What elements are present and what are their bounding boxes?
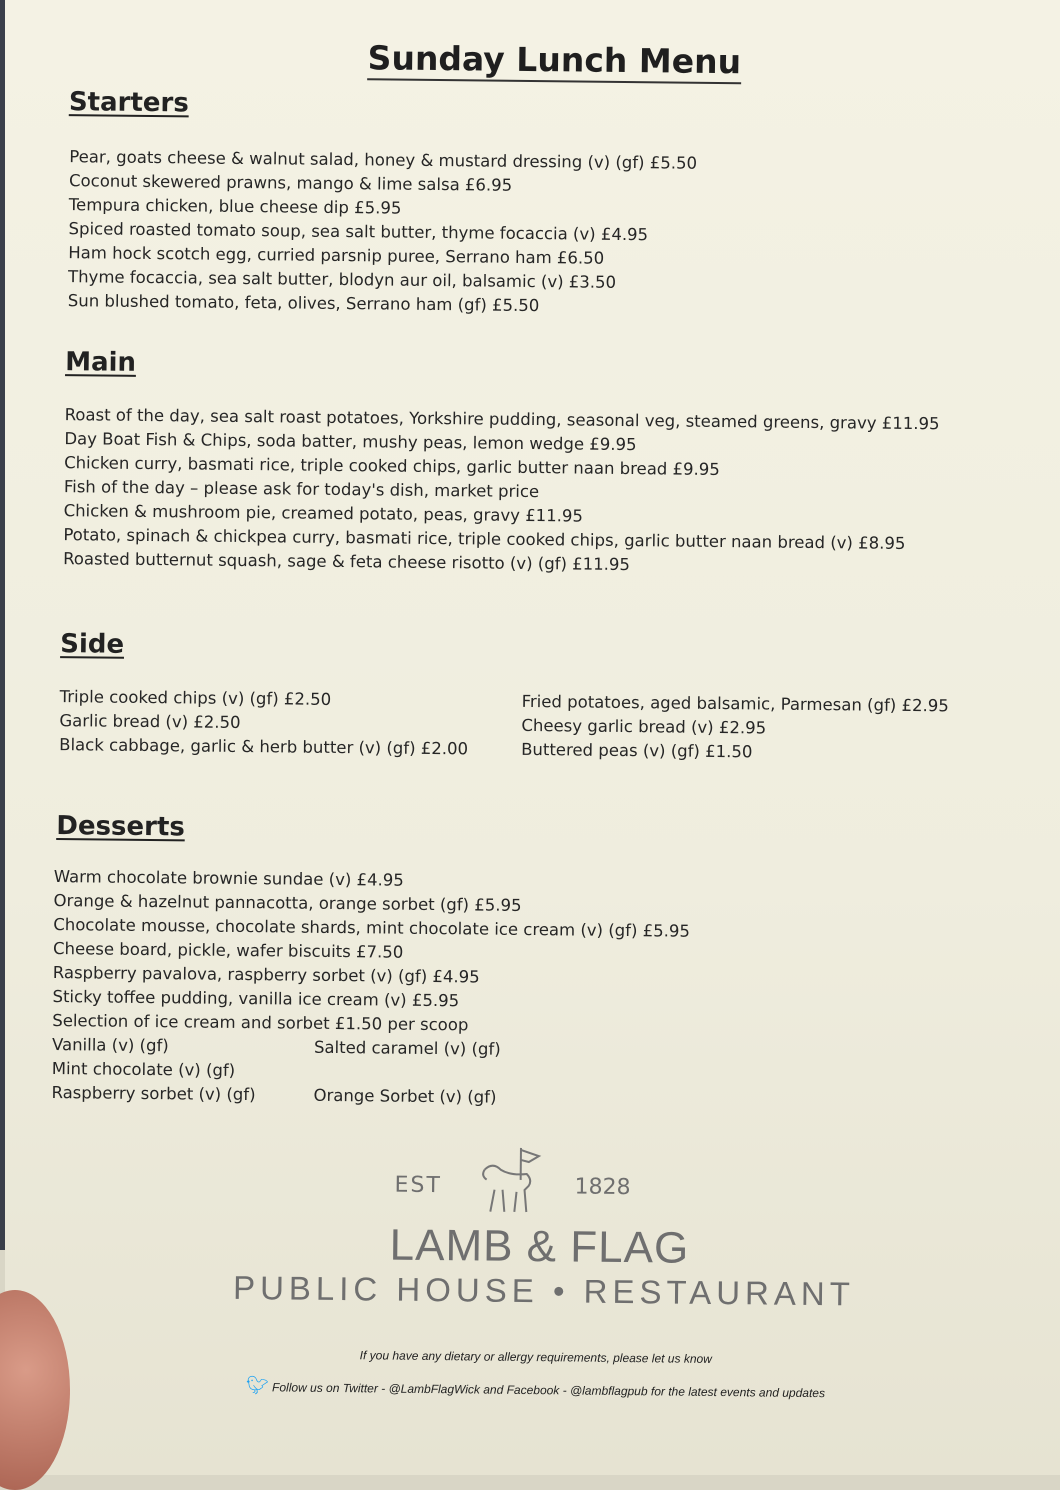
list-item: Roast of the day, sea salt roast potatoes, Yorkshire pudding, seasonal veg, steamed greens, gravy £11.95 [64, 405, 940, 434]
list-item: Ham hock scotch egg, curried parsnip puree, Serrano ham £6.50 [68, 243, 605, 268]
list-item: Triple cooked chips (v) (gf) £2.50 [59, 687, 332, 709]
lamb-and-flag-icon [472, 1139, 553, 1220]
list-item: Chicken & mushroom pie, creamed potato, peas, gravy £11.95 [63, 501, 584, 526]
list-item: Fried potatoes, aged balsamic, Parmesan (gf) £2.95 [521, 691, 949, 716]
side-list-left [59, 685, 469, 761]
list-item: Chicken curry, basmati rice, triple cooked chips, garlic butter naan bread £9.95 [64, 453, 720, 479]
list-item: Orange & hazelnut pannacotta, orange sorbet (gf) £5.95 [53, 891, 522, 915]
list-item: Pear, goats cheese & walnut salad, honey & mustard dressing (v) (gf) £5.50 [69, 147, 698, 173]
starters-heading: Starters [68, 87, 189, 119]
dietary-note: If you have any dietary or allergy requirements, please let us know [359, 1348, 712, 1366]
list-item: Fish of the day – please ask for today's dish, market price [63, 477, 540, 502]
flavours-right [313, 1036, 500, 1110]
twitter-bird-icon: 🐦︎ [245, 1375, 269, 1396]
desserts-heading: Desserts [56, 811, 186, 843]
list-item: Selection of ice cream and sorbet £1.50 per scoop [52, 1011, 469, 1035]
page-title: Sunday Lunch Menu [4, 34, 1060, 85]
main-heading: Main [65, 347, 137, 378]
list-item: Cheese board, pickle, wafer biscuits £7.50 [52, 939, 404, 962]
starters-list [68, 145, 697, 320]
logo-name: LAMB & FLAG [389, 1220, 690, 1273]
list-item: Raspberry pavalova, raspberry sorbet (v) (gf) £4.95 [52, 963, 480, 987]
list-item: Buttered peas (v) (gf) £1.50 [521, 739, 753, 762]
logo-tagline: PUBLIC HOUSE • RESTAURANT [232, 1268, 856, 1313]
logo-est: EST [394, 1172, 443, 1199]
list-item: Salted caramel (v) (gf) [313, 1037, 501, 1059]
logo [0, 1134, 1048, 1315]
side-heading: Side [60, 629, 125, 660]
list-item: Sun blushed tomato, feta, olives, Serrano ham (gf) £5.50 [67, 291, 540, 316]
list-item: Chocolate mousse, chocolate shards, mint chocolate ice cream (v) (gf) £5.95 [53, 915, 691, 941]
list-spacer [314, 1060, 501, 1086]
menu-page [5, 0, 1060, 1475]
list-item: Potato, spinach & chickpea curry, basmati rice, triple cooked chips, garlic butter naan bread (v) £8.95 [63, 525, 906, 553]
list-item: Black cabbage, garlic & herb butter (v) (gf) £2.00 [59, 735, 469, 759]
list-item: Vanilla (v) (gf) [51, 1035, 169, 1056]
list-item: Coconut skewered prawns, mango & lime salsa £6.95 [68, 171, 513, 195]
list-item: Cheesy garlic bread (v) £2.95 [521, 715, 767, 738]
social-text: Follow us on Twitter - @LambFlagWick and Facebook - @lambflagpub for the latest events and updates [271, 1380, 826, 1401]
list-item: Sticky toffee pudding, vanilla ice cream (v) £5.95 [52, 987, 460, 1011]
list-item: Raspberry sorbet (v) (gf) [51, 1083, 256, 1105]
list-item: Garlic bread (v) £2.50 [59, 711, 241, 732]
social-note [0, 1372, 1060, 1404]
list-item: Thyme focaccia, sea salt butter, blodyn aur oil, balsamic (v) £3.50 [67, 267, 617, 292]
list-item: Orange Sorbet (v) (gf) [313, 1085, 497, 1107]
list-item: Mint chocolate (v) (gf) [51, 1059, 236, 1080]
list-item: Warm chocolate brownie sundae (v) £4.95 [53, 867, 404, 890]
list-item: Day Boat Fish & Chips, soda batter, mushy peas, lemon wedge £9.95 [64, 429, 637, 455]
list-item: Roasted butternut squash, sage & feta cheese risotto (v) (gf) £11.95 [63, 549, 631, 575]
logo-year: 1828 [574, 1174, 631, 1201]
main-list [63, 403, 940, 580]
list-item: Spiced roasted tomato soup, sea salt butter, thyme focaccia (v) £4.95 [68, 219, 649, 245]
side-list-right [521, 690, 949, 766]
list-item: Tempura chicken, blue cheese dip £5.95 [68, 195, 402, 218]
